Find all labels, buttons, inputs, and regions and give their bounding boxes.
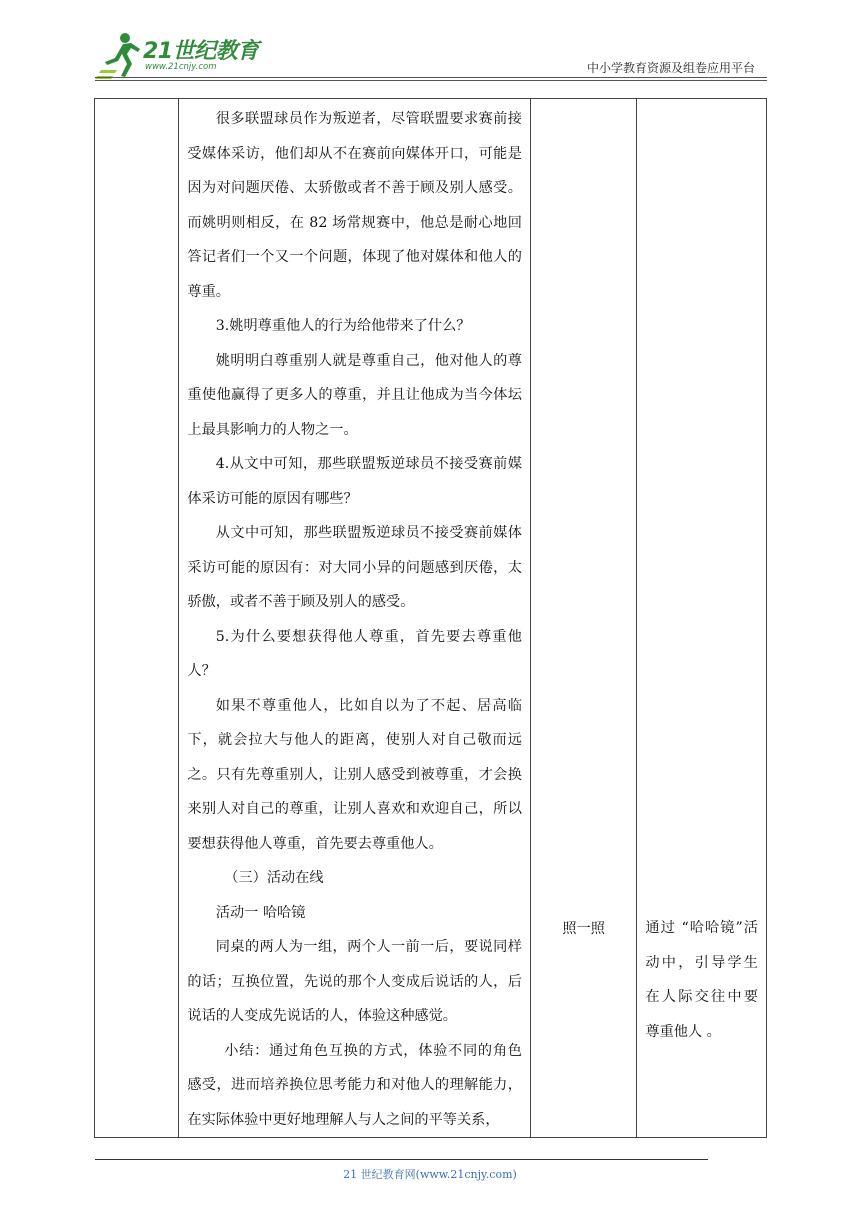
page-header: [0, 0, 860, 90]
purpose-text: 通过 “哈哈镜”活动中，引导学生在人际交往中要尊重他人 。: [645, 920, 758, 1040]
method-cell: [530, 99, 636, 1138]
table-row: [95, 99, 767, 1138]
activity-summary: 小结：通过角色互换的方式，体验不同的角色感受，进而培养换位思考能力和对他人的理解能力，在实际体验中更好地理解人与人之间的平等关系，: [187, 1042, 522, 1128]
runner-logo-icon: [95, 30, 143, 80]
method-text: 照一照: [562, 921, 605, 937]
answer: 如果不尊重他人，比如自以为了不起、居高临下，就会拉大与他人的距离，使别人对自己敬而远之。只有先尊重别人，让别人感受到被尊重，才会换来别人对自己的尊重，让别人喜欢和欢迎自己，所以要想获得他人尊重，首先要去尊重他人。: [187, 697, 522, 852]
answer: 姚明明白尊重别人就是尊重自己，他对他人的尊重使他赢得了更多人的尊重，并且让他成为当今体坛上最具影响力的人物之一。: [187, 352, 522, 438]
footer-link[interactable]: 21 世纪教育网(www.21cnjy.com): [343, 1168, 517, 1181]
content-cell: [179, 99, 531, 1138]
purpose-cell: [637, 99, 767, 1138]
answer: 从文中可知，那些联盟叛逆球员不接受赛前媒体采访可能的原因有：对大同小异的问题感到厌倦，太骄傲，或者不善于顾及别人的感受。: [187, 525, 522, 610]
activity-description: 同桌的两人为一组，两个人一前一后，要说同样的话；互换位置，先说的那个人变成后说话的人，后说话的人变成先说话的人，体验这种感觉。: [187, 939, 522, 1024]
logo-text: 21世纪教育: [143, 39, 259, 64]
paragraph: 很多联盟球员作为叛逆者，尽管联盟要求赛前接受媒体采访，他们却从不在赛前向媒体开口，可能是因为对问题厌倦、太骄傲或者不善于顾及别人感受。而姚明则相反，在 82 场常规赛中，他总是耐心地回答记者们一个又一个问题，体现了他对媒体和他人的尊重。: [187, 111, 522, 300]
activity-title: 活动一 哈哈镜: [215, 904, 306, 921]
stage-cell: [95, 99, 179, 1138]
header-divider-top: [95, 77, 767, 78]
lesson-table: [94, 98, 767, 1138]
section-heading: （三）活动在线: [224, 870, 324, 886]
footer-divider: [95, 1159, 708, 1160]
question: 3.姚明尊重他人的行为给他带来了什么？: [215, 318, 471, 334]
lesson-content: [179, 99, 530, 1137]
question: 4.从文中可知，那些联盟叛逆球员不接受赛前媒体采访可能的原因有哪些？: [187, 456, 522, 507]
question: 5.为什么要想获得他人尊重，首先要去尊重他人？: [187, 628, 522, 679]
site-logo[interactable]: [95, 30, 295, 82]
platform-name: 中小学教育资源及组卷应用平台: [586, 61, 755, 75]
header-divider-bottom: [95, 80, 767, 81]
logo-url: www.21cnjy.com: [145, 62, 217, 72]
